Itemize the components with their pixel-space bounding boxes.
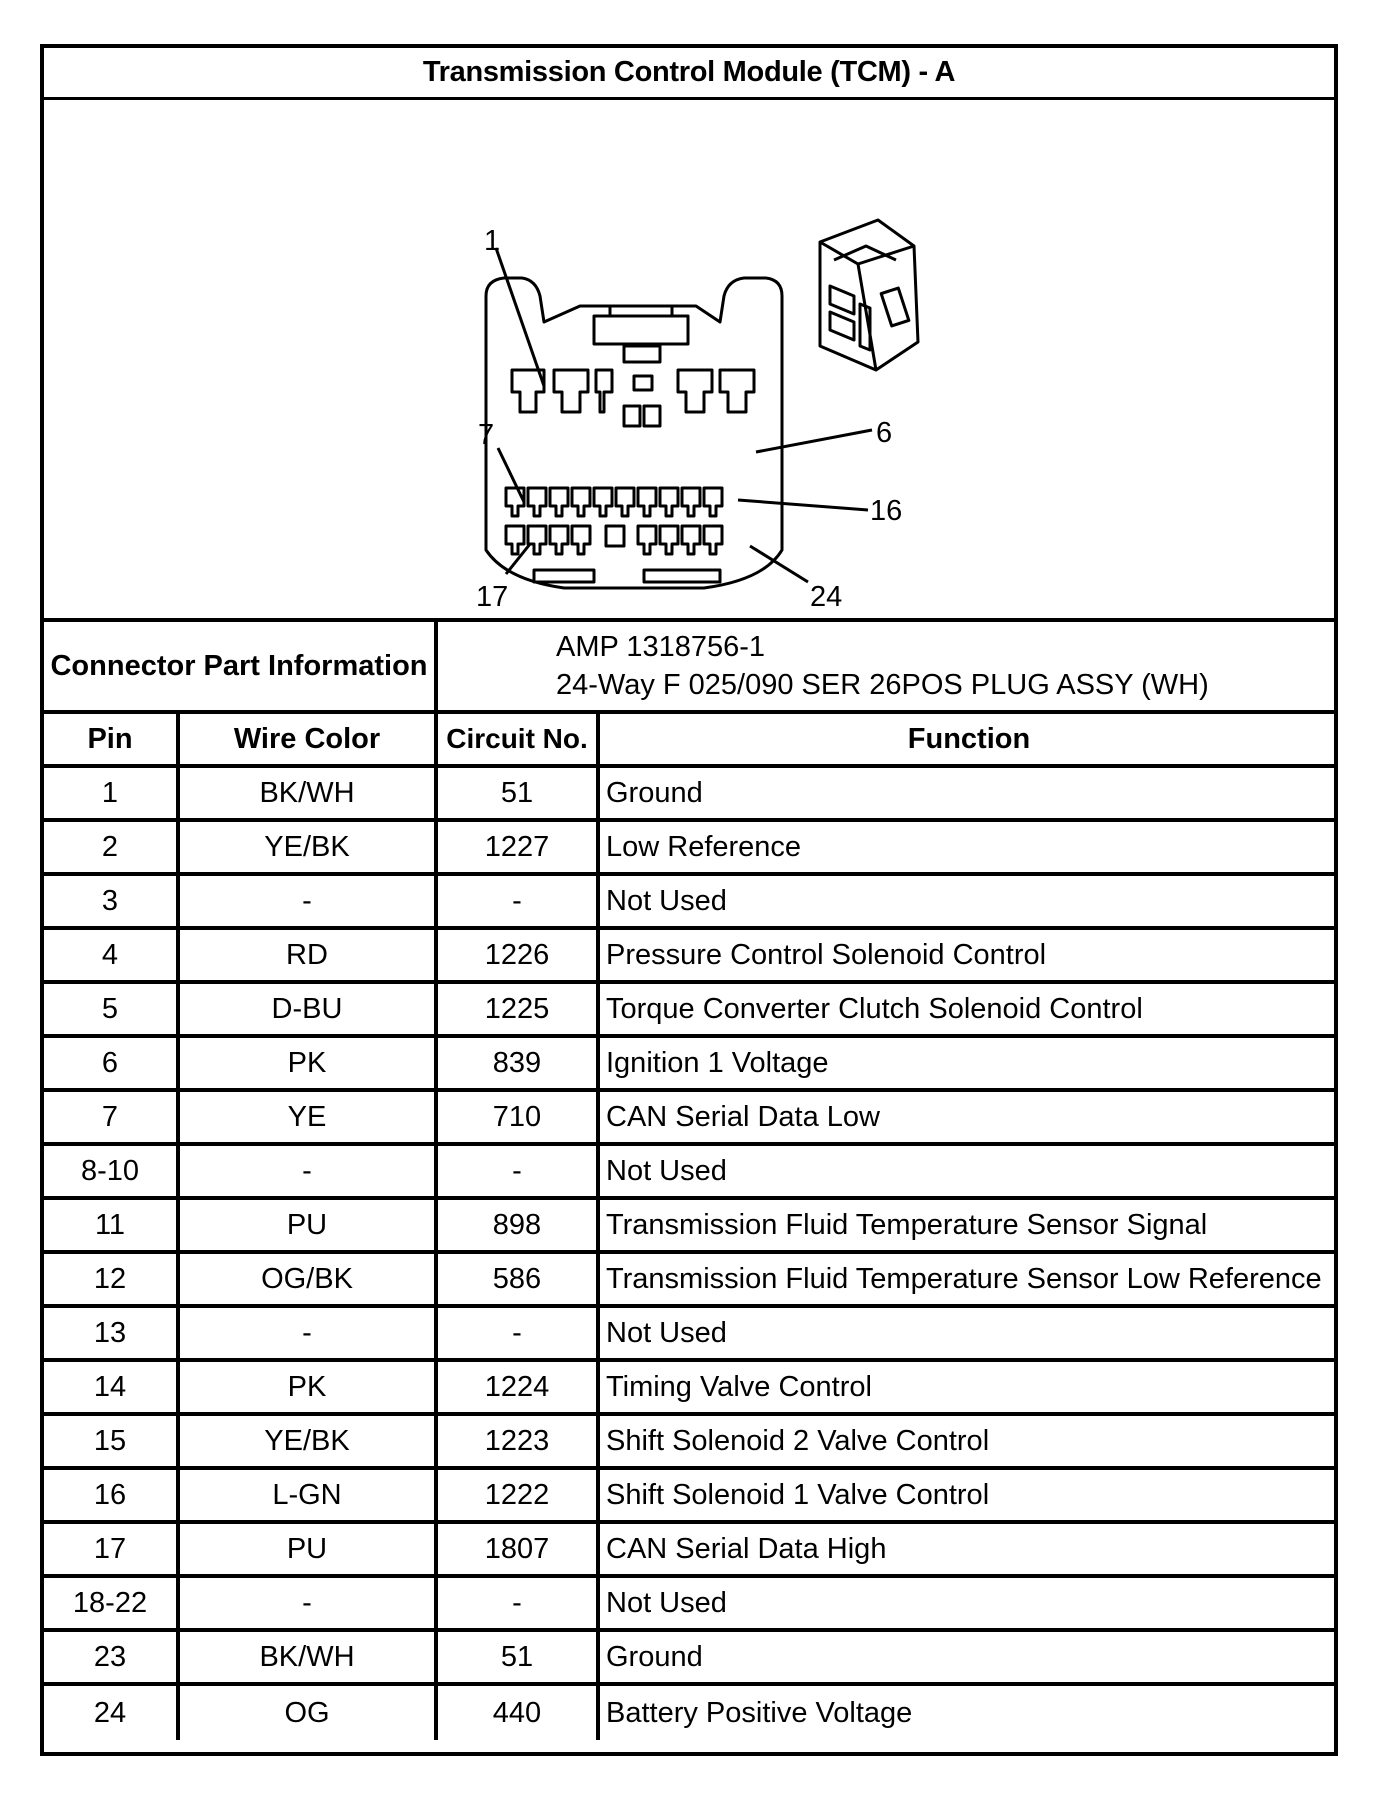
wire-color-cell: PK [180, 1362, 438, 1412]
pin-cell: 13 [44, 1308, 180, 1358]
pinout-table [44, 714, 1334, 1740]
wire-color-cell: OG [180, 1686, 438, 1740]
table-row [44, 1632, 1334, 1686]
circuit-cell: 710 [438, 1092, 600, 1142]
header-wire-color: Wire Color [180, 714, 438, 764]
table-row [44, 1308, 1334, 1362]
wire-color-cell: - [180, 1578, 438, 1628]
circuit-cell: 51 [438, 768, 600, 818]
wire-color-cell: BK/WH [180, 768, 438, 818]
pin-cell: 7 [44, 1092, 180, 1142]
part-description: 24-Way F 025/090 SER 26POS PLUG ASSY (WH) [556, 669, 1209, 701]
function-cell: Transmission Fluid Temperature Sensor Low Reference [606, 1262, 1322, 1295]
leader-24 [750, 546, 808, 582]
pin-cell: 15 [44, 1416, 180, 1466]
function-cell: Shift Solenoid 1 Valve Control [606, 1478, 990, 1511]
pin-cell: 3 [44, 876, 180, 926]
header-pin: Pin [44, 714, 180, 764]
table-row [44, 1038, 1334, 1092]
header-function: Function [907, 722, 1031, 755]
wire-color-cell: RD [180, 930, 438, 980]
pin-cell: 5 [44, 984, 180, 1034]
wire-color-cell: D-BU [180, 984, 438, 1034]
page-title: Transmission Control Module (TCM) - A [44, 48, 1334, 100]
function-cell: Pressure Control Solenoid Control [606, 938, 1047, 971]
latch-top [594, 316, 688, 344]
wire-color-cell: YE/BK [180, 822, 438, 872]
pin-cell: 14 [44, 1362, 180, 1412]
pin-cell: 24 [44, 1686, 180, 1740]
pin-cell: 12 [44, 1254, 180, 1304]
table-row [44, 1200, 1334, 1254]
function-cell: Not Used [606, 884, 727, 917]
circuit-cell: - [438, 876, 600, 926]
pin-cell: 6 [44, 1038, 180, 1088]
circuit-cell: 440 [438, 1686, 600, 1740]
table-header-row [44, 714, 1334, 768]
function-cell: Battery Positive Voltage [606, 1696, 913, 1729]
pinout-sheet [40, 44, 1338, 1756]
circuit-cell: 1225 [438, 984, 600, 1034]
circuit-cell: - [438, 1146, 600, 1196]
header-circuit-no: Circuit No. [438, 714, 600, 764]
pin-cell: 8-10 [44, 1146, 180, 1196]
pin-cell: 23 [44, 1632, 180, 1682]
circuit-cell: - [438, 1308, 600, 1358]
function-cell: Ignition 1 Voltage [606, 1046, 829, 1079]
callout-label-16: 16 [870, 495, 903, 527]
circuit-cell: 586 [438, 1254, 600, 1304]
table-row [44, 930, 1334, 984]
leader-1 [496, 248, 544, 386]
circuit-cell: 839 [438, 1038, 600, 1088]
table-row [44, 1686, 1334, 1740]
connector-part-info [44, 622, 1334, 714]
small-pin-row-lower [506, 526, 722, 554]
function-cell: Not Used [606, 1586, 727, 1619]
table-row [44, 984, 1334, 1038]
wire-color-cell: - [180, 1146, 438, 1196]
connector-diagram [44, 100, 1334, 618]
function-cell: Transmission Fluid Temperature Sensor Signal [606, 1208, 1208, 1241]
wire-color-cell: YE [180, 1092, 438, 1142]
circuit-cell: 1226 [438, 930, 600, 980]
circuit-cell: 51 [438, 1632, 600, 1682]
table-row [44, 768, 1334, 822]
function-cell: CAN Serial Data Low [606, 1100, 880, 1133]
leader-7 [498, 448, 524, 502]
callout-label-17: 17 [476, 581, 509, 613]
function-cell: Ground [606, 776, 703, 809]
circuit-cell: 1222 [438, 1470, 600, 1520]
part-info-label: Connector Part Information [44, 622, 438, 710]
circuit-cell: 898 [438, 1200, 600, 1250]
function-cell: Not Used [606, 1154, 727, 1187]
leader-6 [756, 430, 872, 452]
pin-cell: 4 [44, 930, 180, 980]
small-pin-row-upper [506, 488, 722, 516]
pin-cell: 17 [44, 1524, 180, 1574]
function-cell: Ground [606, 1640, 703, 1673]
callout-label-6: 6 [876, 417, 893, 449]
table-row [44, 1362, 1334, 1416]
leader-16 [738, 500, 868, 510]
wire-color-cell: - [180, 1308, 438, 1358]
circuit-cell: 1227 [438, 822, 600, 872]
pin-cell: 2 [44, 822, 180, 872]
connector-outline [486, 278, 782, 588]
callout-label-24: 24 [810, 581, 843, 613]
table-row [44, 1092, 1334, 1146]
table-row [44, 1578, 1334, 1632]
wire-color-cell: PK [180, 1038, 438, 1088]
circuit-cell: - [438, 1578, 600, 1628]
wire-color-cell: OG/BK [180, 1254, 438, 1304]
circuit-cell: 1807 [438, 1524, 600, 1574]
wire-color-cell: L-GN [180, 1470, 438, 1520]
function-cell: CAN Serial Data High [606, 1532, 887, 1565]
function-cell: Torque Converter Clutch Solenoid Control [606, 992, 1143, 1025]
table-row [44, 1146, 1334, 1200]
wire-color-cell: - [180, 876, 438, 926]
pin-cell: 1 [44, 768, 180, 818]
function-cell: Shift Solenoid 2 Valve Control [606, 1424, 990, 1457]
table-row [44, 876, 1334, 930]
function-cell: Not Used [606, 1316, 727, 1349]
wire-color-cell: BK/WH [180, 1632, 438, 1682]
table-row [44, 1524, 1334, 1578]
part-info-value [556, 628, 1209, 704]
part-number: AMP 1318756-1 [556, 631, 766, 663]
wire-color-cell: PU [180, 1200, 438, 1250]
connector-3d-view [820, 220, 918, 370]
connector-figure [44, 100, 1334, 622]
pin-cell: 18-22 [44, 1578, 180, 1628]
table-row [44, 1470, 1334, 1524]
wire-color-cell: YE/BK [180, 1416, 438, 1466]
wire-color-cell: PU [180, 1524, 438, 1574]
large-pin-row [512, 370, 754, 426]
pin-cell: 16 [44, 1470, 180, 1520]
table-row [44, 1254, 1334, 1308]
function-cell: Low Reference [606, 830, 802, 863]
table-row [44, 1416, 1334, 1470]
pin-cell: 11 [44, 1200, 180, 1250]
circuit-cell: 1223 [438, 1416, 600, 1466]
callout-label-7: 7 [478, 419, 495, 451]
callout-label-1: 1 [484, 225, 501, 257]
table-row [44, 822, 1334, 876]
circuit-cell: 1224 [438, 1362, 600, 1412]
function-cell: Timing Valve Control [606, 1370, 872, 1403]
